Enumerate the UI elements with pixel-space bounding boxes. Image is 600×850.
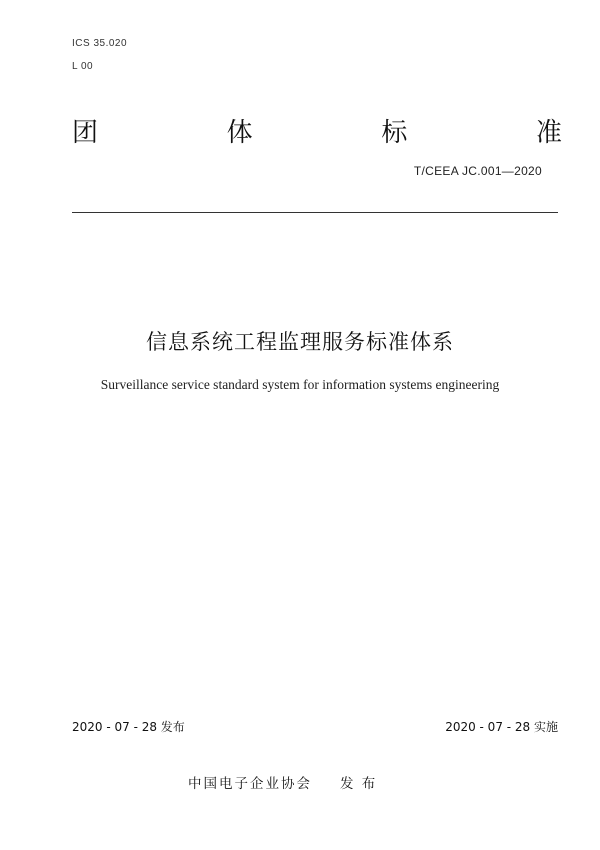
standard-number: T/CEEA JC.001—2020 xyxy=(413,164,542,178)
document-title-english: Surveillance service standard system for information systems engineering xyxy=(100,377,500,392)
document-title-chinese: 信息系统工程监理服务标准体系 xyxy=(146,330,454,354)
issue-date: 2020 - 07 - 28 发布 xyxy=(72,720,185,734)
standard-type-char: 体 xyxy=(226,118,253,148)
standard-type-char: 标 xyxy=(381,118,408,148)
ics-code: ICS 35.020 xyxy=(72,38,128,49)
implementation-date: 2020 - 07 - 28 实施 xyxy=(445,720,558,734)
standard-type-char: 团 xyxy=(72,118,99,148)
standard-type-char: 准 xyxy=(535,118,562,148)
ccs-code: L 00 xyxy=(72,61,94,72)
header-divider xyxy=(72,212,558,213)
standard-type-heading xyxy=(72,112,562,149)
publish-label: 发 布 xyxy=(340,776,378,792)
publisher-name: 中国电子企业协会 xyxy=(188,776,312,792)
publisher-line xyxy=(188,772,377,792)
